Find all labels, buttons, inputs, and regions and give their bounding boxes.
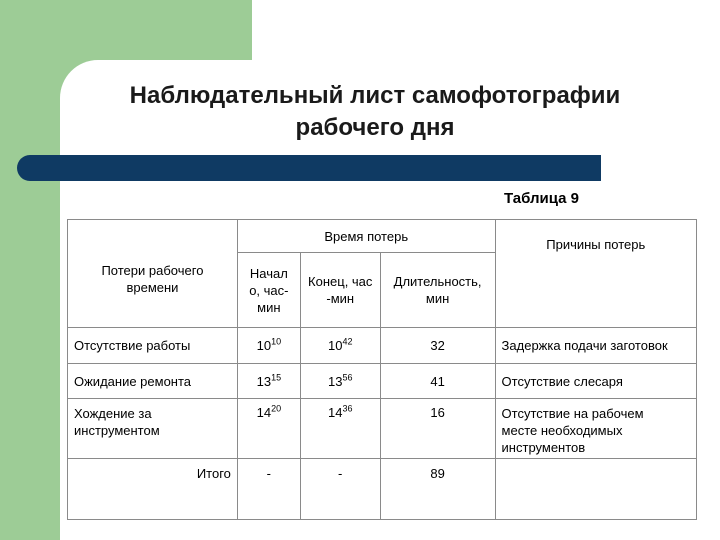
total-end: - bbox=[338, 466, 343, 481]
row-reason: Отсутствие слесаря bbox=[501, 373, 623, 389]
header-end-cell bbox=[300, 253, 380, 328]
header-time-loss: Время потерь bbox=[324, 228, 409, 244]
total-label: Итого bbox=[196, 466, 231, 481]
row-end: $14^{36}$ bbox=[327, 403, 353, 420]
header-loss-cell bbox=[68, 220, 238, 328]
row-loss: Отсутствие работы bbox=[74, 338, 191, 353]
header-reasons: Причины потерь bbox=[546, 237, 646, 252]
total-start: - bbox=[266, 466, 272, 481]
header-duration-cell bbox=[380, 253, 495, 328]
row-reason: Отсутствие на рабочем месте необходимых инструментов bbox=[501, 406, 644, 455]
total-reason-empty bbox=[495, 459, 696, 520]
row-loss: Ожидание ремонта bbox=[74, 373, 192, 389]
green-decor-strip bbox=[0, 0, 60, 540]
table-row bbox=[68, 328, 697, 364]
row-loss: Хождение за инструментом bbox=[74, 406, 160, 438]
table-row bbox=[68, 364, 697, 399]
title-line-1: Наблюдательный лист самофотографии bbox=[129, 82, 621, 109]
header-reasons-cell bbox=[495, 220, 696, 328]
total-row bbox=[68, 459, 697, 520]
table-label: Таблица 9 bbox=[504, 190, 580, 207]
header-row-1 bbox=[68, 220, 697, 253]
total-duration: 89 bbox=[430, 466, 445, 481]
header-start-cell bbox=[237, 253, 300, 328]
title-line-2: рабочего дня bbox=[295, 114, 455, 141]
loss-table bbox=[67, 219, 697, 520]
row-end: $10^{42}$ bbox=[327, 336, 353, 353]
header-end: Конец, час -мин bbox=[308, 274, 373, 306]
row-reason: Задержка подачи заготовок bbox=[501, 338, 668, 353]
header-loss: Потери рабочего времени bbox=[101, 262, 204, 295]
slide-title bbox=[70, 80, 680, 144]
row-duration: 32 bbox=[430, 338, 445, 353]
title-underline-bar bbox=[17, 155, 601, 181]
header-group-cell bbox=[237, 220, 495, 253]
row-start: $14^{20}$ bbox=[256, 403, 282, 420]
header-start: Начал о, час-мин bbox=[249, 265, 289, 315]
row-duration: 41 bbox=[430, 373, 445, 389]
row-start: $13^{15}$ bbox=[256, 372, 282, 389]
row-start: $10^{10}$ bbox=[256, 336, 282, 353]
table-row bbox=[68, 399, 697, 459]
row-duration: 16 bbox=[430, 405, 445, 420]
header-duration: Длительность, мин bbox=[393, 274, 482, 306]
row-end: $13^{56}$ bbox=[327, 372, 353, 389]
